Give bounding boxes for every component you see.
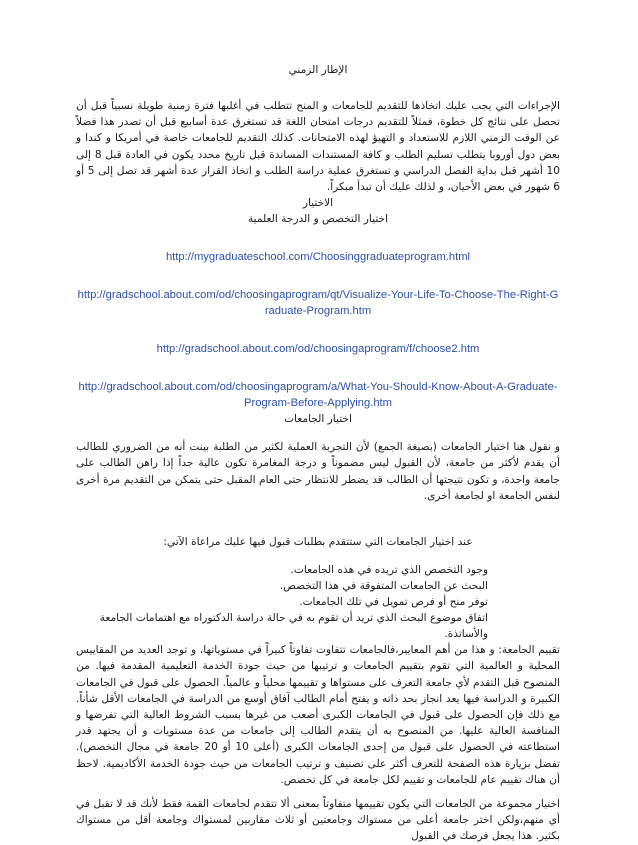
section-heading-choice: الاختيار: [302, 197, 334, 210]
section-heading-specialty: اختيار التخصص و الدرجة العلمية: [247, 213, 389, 226]
link-visualize-life[interactable]: http://gradschool.about.com/od/choosingaprogram/qt/Visualize-Your-Life-To-Choose-The-Right-Graduate-Program.htm: [77, 289, 559, 318]
criteria-list: [76, 562, 560, 642]
link-choosing-program[interactable]: http://mygraduateschool.com/Choosinggraduateprogram.html: [165, 251, 471, 264]
closing-paragraph: اختيار مجموعة من الجامعات التي يكون تقييمها متفاوتاً بمعنى ألا تتقدم لجامعات القمة فقط لأنك قد لا تقبل في أي منهم،ولكن اختر جامعة أعلى من مستواك وجامعتين أو ثلاث مقاربين لمستواك وجامعة أقل من مستواك بكثير. هذا يجعل فرصك في القبول: [76, 798, 560, 843]
list-item: اتفاق موضوع البحث الذي تريد أن تقوم به في حالة دراسة الدكتوراه مع اهتمامات الجامعة والأساتذة.: [99, 612, 488, 641]
list-item: توفر منح أو فرص تمويل في تلك الجامعات.: [299, 596, 488, 609]
page-title: الإطار الزمني: [288, 64, 348, 76]
criteria-intro: عند اختيار الجامعات التي ستتقدم بطلبات قبول فيها عليك مراعاة الآتي:: [163, 536, 473, 549]
list-item: البحث عن الجامعات المتفوقة في هذا التخصص.: [279, 580, 488, 593]
link-choose2[interactable]: http://gradschool.about.com/od/choosingaprogram/f/choose2.htm: [156, 343, 480, 356]
section-heading-universities: اختيار الجامعات: [284, 413, 352, 426]
link-what-you-should-know[interactable]: http://gradschool.about.com/od/choosingaprogram/a/What-You-Should-Know-About-A-Graduate-Program-Before-Applying.htm: [78, 381, 558, 410]
timeline-paragraph: الإجراءات التي يجب عليك اتخاذها للتقديم للجامعات و المنح تتطلب في أغلبها فترة زمنية طويلة نسبياً قبل أن تحصل على نتائج كل خطوة، فمثلاً للتقديم درجات امتحان اللغة قد تستغرق عدة أسابيع قبل أن تصدر هذا فضلاً عن الوقت الزمني اللازم للاستعداد و التهيؤ لهذه الامتحانات. كذلك التقديم للجامعات خاصة في أمريكا و كندا و بعض دول أوروبا يتطلب تسليم الطلب و كافة المستندات المساندة قبل تاريخ محدد يكون في العادة قبل 8 إلى 10 أشهر قبل بداية الفصل الدراسي و تستغرق عملية دراسة الطلب و اتخاذ القرار عدة أشهر قد تصل إلى 5 أو 6 شهور في بعض الأحيان، و لذلك عليك أن تبدأ مبكراً.: [76, 100, 560, 194]
universities-paragraph: و نقول هنا اختيار الجامعات (بصيغة الجمع) لأن التجربة العملية لكثير من الطلبة بينت أنه من الضروري للطالب أن يقدم لأكثر من جامعة، لأن القبول ليس مضموناً و درجة المغامرة تكون عالية جداً إذا راهن الطالب على جامعة واحدة، و تكون نتيجتها أن الطالب قد يضطر للانتظار حتى العام المقبل حتى يتمكن من التقديم مرة أخرى لنفس الجامعة او لجامعة أخرى.: [76, 441, 560, 502]
ranking-paragraph: تقييم الجامعة: و هذا من أهم المعايير،فالجامعات تتفاوت تفاوتاً كبيراً في مستوياتها، و توجد العديد من المقاييس المحلية و العالمية التي تقوم بتقييم الجامعات و ترتيبها من حيث جودة الخدمة التعليمية المقدمة فيها. من المنصوح قبل التقدم لأي جامعة التعرف على مستواها و تقييمها محلياً و عالمياً. الحصول على قبول في الجامعات الكبيرة و الدراسة فيها يعد انجاز بحد ذاته و يفتح أمام الطالب آفاق أوسع من الدراسة في الجامعات الأقل شأناً. مع ذلك فإن الحصول على قبول في الجامعات الكبرى أصعب من غيرها بسبب الشروط العالية التي تفرضها و المنافسة العالية عليها. من المنصوح به أن يتقدم الطالب إلى جامعات من عدة مستويات و أن يجتهد قدر استطاعته في الحصول على قبول من إحدى الجامعات الكبرى (أعلى 10 أو 20 جامعة في مجال التخصص). تفضل بزيارة هذه الصفحة للتعرف أكثر على تصنيف و ترتيب الجامعات من حيث جودة الخدمة الأكاديمية. لاحظ أن هناك تقييم عام للجامعات و تقييم لكل جامعة في كل تخصص.: [76, 644, 560, 786]
list-item: وجود التخصص الذي تريده في هذه الجامعات.: [290, 564, 488, 577]
